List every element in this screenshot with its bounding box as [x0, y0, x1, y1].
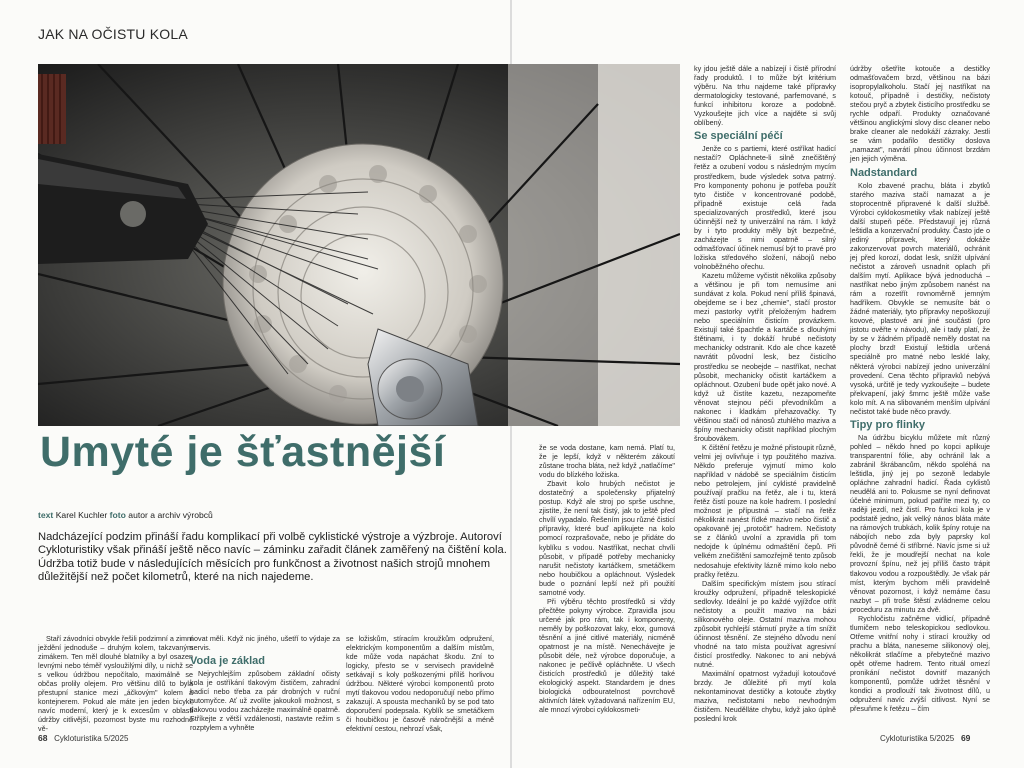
column-2: [190, 634, 340, 732]
paragraph: K čištění řetězu je možné přistoupit různě, velmi jej ovlivňuje i typ použitého maziva. Někdo preferuje vyjmutí mimo kolo například v nádobě se speciálním čisticím nebo petrolejem, jiní cyklisté pravidelně používají pračku na řetěz, ale i tu, která řetěz čistí pouze na kole hadrem. I poslední možnost je přípustná – stačí na řetěz několikrát nanést řídké mazivo nebo čistič a opakovaně jej „protočit" hadrem. Nečistoty se z článků uvolní a zpravidla při tom nedojde k úplnému odmaštění čepů. Při velkém znečištění samozřejmě tento způsob nedosahuje efektivity lázně mimo kolo nebo pračky řetězu.: [694, 442, 836, 579]
paragraph: novat měli. Když nic jiného, ušetří to výdaje za servis.: [190, 634, 340, 653]
paragraph: Dalším specifickým místem jsou stírací kroužky odpružení, případně teleskopické sedlovky. Ideální je po každé vyjížďce otřít nečistoty a použít mazivo na bázi silikonového oleje. Ostatní maziva mohou způsobit rychlejší stárnutí pryže a tím snížit účinnost těsnění. Ze stejného důvodu není vhodné na tato místa používat agresivní čisticí prostředky. Nakonec to ani nebývá nutné.: [694, 578, 836, 670]
folio-left: [38, 733, 128, 743]
paragraph: ky jdou ještě dále a nabízejí i čistě přírodní řady produktů. I to může být kritérium výběru. Na trhu najdeme také přípravky dermatologicky testované, parfemované, s funkcí inhibitoru koroze a podobně. Vyzkoušejte jich více a najděte si svůj oblíbený.: [694, 64, 836, 128]
credit-author: Karel Kuchler: [55, 510, 108, 520]
paragraph: se ložiskům, stíracím kroužkům odpružení, elektrickým komponentům a dalším místům, kde může voda napáchat škodu. Zní to logicky, přesto se v servisech pravidelně setkávají s koly poškozenými příliš horlivou údržbou. Některé výrobci komponentů proto mytí tlakovou vodou nedoporučují nebo přímo zakazují. A spousta mechaniků by se pod tato doporučení podepsala. Kyblík se smetáčkem či houbičkou je časově náročnější a méně efektivní cestou, nehrozí však,: [346, 634, 494, 734]
subheading-specialni-pece: Se speciální péčí: [694, 130, 783, 143]
paragraph: údržby ošetříte kotouče a destičky odmašťovačem brzd, většinou na bázi isopropylalkoholu. Stačí jej nastříkat na kotouč, případně i destičky, nečistoty stečou pryč a zbytek čisticího prostředku se rychle odpaří. Produkty označované většinou anglickými slovy disc cleaner nebo brake cleaner ale nedokáží zázraky. Jestli se vám podařilo destičky doslova „namazat", navrátí plnou účinnost brzdám jen jejich výměna.: [850, 64, 990, 164]
column-1: [38, 634, 193, 734]
bike-cassette-photo: [38, 64, 680, 426]
paragraph: Zbavit kolo hrubých nečistot je dostatečný a společensky přijatelný postup. Když ale stroj po sprše uschne, zjistíte, že není tak čistý, jak to ještě před chvílí vypadalo. Řešením jsou různé čisticí přípravky, které buď aplikujete na kolo pomocí rozprašovače, nebo je přidáte do kyblíku s vodou. Nastříkat, nechat chvíli působit, v případě potřeby mechanicky narušit nečistoty kartáčkem, smetáčkem nebo houbičkou a opláchnout. Výsledek bude o poznání lepší než při použití samotné vody.: [539, 479, 675, 597]
paragraph: Jenže co s partiemi, které ostříkat hadicí nestačí? Opláchnete-li silně znečištěný řetěz a ozubení vodou s následným mycím prostředkem, bude výsledek sotva patrný. Pro komponenty pohonu je potřeba použít tyto čističe v koncentrované podobě, případně existuje celá řada specializovaných prostředků, které jsou účinnější než ty univerzální na rám. I když by i tyto produkty měly být bezpečné, zacházejte s nimi opatrně – silný odmašťovací účinek nemusí být to pravé pro ložiska středového složení, nábojů nebo volnoběžného ořechu.: [694, 144, 836, 271]
folio-right: [880, 733, 970, 743]
page-number-left: 68: [38, 733, 48, 743]
paragraph: Staří závodníci obvykle řešili podzimní a zimní ježdění jednoduše – druhým kolem, takzvaným zimákem. Ten měl dlouhé blatníky a byl osazen levnými nebo téměř vysloužilými díly, u nichž se s velkou údržbou nepočítalo, maximálně se občas prolily olejem. Pro většinu dílů to byla přestupní stanice mezi „áčkovým" kolem a kontejnerem. Pokud ale máte jen jeden bicykl, navíc moderní, který je k excesům v oblasti údržby citlivější, pozornost byste mu rozhodně vě-: [38, 634, 194, 734]
paragraph: že se voda dostane, kam nemá. Platí tu, že je lepší, když v některém zákoutí zůstane trocha bláta, než když „natlačíme" vodu do blízkého ložiska.: [539, 443, 675, 480]
column-3: [539, 443, 675, 714]
byline: [38, 510, 213, 520]
paragraph: Nejrychlejším způsobem základní očisty kola je ostříkání tlakovým čističem, zahradní hadicí nebo třeba za pár drobných v ruční automyčce. Ať už zvolíte jakoukoli možnost, s tlakovou vodou zacházejte maximálně opatrně. Stříkejte z větší vzdálenosti, nastavte režim s rozptylem a vyhněte: [190, 669, 340, 733]
paragraph: Rychločistu začněme vidlicí, případně tlumičem nebo teleskopickou sedlovkou. Otřeme vnitřní nohy i stírací kroužky od prachu a bláta, naneseme silikonový olej, několikrát stlačíme a přebytečné mazivo opět otřeme hadrem. Tento rituál omezí pronikání nečistot dovnitř mazaných komponentů, pomůže udržet těsnění v kondici a prodlouží tak životnost dílů, u odpružení navíc zvýší citlivost. Nyní se přesuňme k řetězu – čím: [850, 613, 990, 714]
lead-paragraph: Nadcházející podzim přináší řadu komplikací při volbě cyklistické výstroje a výzbroje. Autoroví Cykloturistiky však přináší ještě něco navíc – záminku zařadit článek zaměřený na čištění kola. Údržba totiž bude v následujících měsících pro funkčnost a životnost našich strojů mnohem důležitější než počet kilometrů, které na nich najedeme.: [38, 531, 507, 584]
subheading-voda: Voda je základ: [190, 655, 265, 668]
hero-photo: [38, 64, 680, 426]
magazine-name-right: Cykloturistika 5/2025: [880, 734, 955, 743]
subheading-nadstandard: Nadstandard: [850, 166, 918, 179]
credit-text-label: text: [38, 510, 54, 520]
column-4: [694, 64, 836, 723]
page-number-right: 69: [960, 733, 971, 743]
paragraph: Při výběru těchto prostředků si vždy přečtěte pokyny výrobce. Zpravidla jsou určené jak pro rám, tak i komponenty, neměly by poškozovat laky, elox, gumová těsnění a jiné citlivé materiály, nicméně opatrnost je na místě. Nenechávejte je působit déle, než výrobce doporučuje, a nakonec je pečlivě opláchněte. U všech čisticích prostředků je důležitý také ekologický aspekt. Standardem je dnes biologická odbouratelnost povrchově aktivních látek vyžadovaná nařízením EU, ale mnozí výrobci cyklokosmeti-: [539, 596, 675, 715]
paragraph: Maximální opatrnost vyžadují kotoučové brzdy. Je důležité při mytí kola nekontaminovat destičky a kotouče zbytky maziva, nečistotami nebo nevhodným čističem. Neudělláte chybu, když jako úplně poslední krok: [694, 669, 836, 724]
magazine-name-left: Cykloturistika 5/2025: [54, 734, 129, 743]
credit-photo-source: autor a archiv výrobců: [128, 510, 213, 520]
paragraph: Kolo zbavené prachu, bláta i zbytků starého maziva stačí namazat a je stoprocentně připravené k další službě. Výrobci cyklokosmetiky však nabízejí ještě další stupeň péče. Představují jej různá leštidla a konzervační produkty. Často jde o jediný přípravek, který dokáže zakonzervovat povrch materiálů, ochránit jej před korozí, dodat lesk, snížit ulpívání nečistot a zároveň usnadnit oplach při dalším mytí. Aplikace bývá jednoduchá – nastříkat nebo jiným způsobem nanést na rám a rozetřít rovnoměrně jemným hadříkem. Obvykle se nemusíte bát o žádné materiály, tyto přípravky nepoškozují kovové, plastové ani jiné součásti (pro jistotu ověřte v návodu), ale i tady platí, že by se v žádném případě neměly dostat na plochy brzd! Existují leštidla určená speciálně pro matné nebo lesklé laky, některá výrobci nabízejí jedno univerzální provedení. Cena těchto přípravků nebývá vysoká, určitě je tedy vyzkoušejte – budete překvapení, jaký šmrnc ještě může vaše kolo mít. A na slibovaném menším ulpívání nečistot také bude něco pravdy.: [850, 180, 990, 416]
column-3-upper: [346, 634, 494, 734]
paragraph: Na údržbu bicyklu můžete mít různý pohled – někdo hned po kopci aplikuje transparentní fólie, aby ochránil lak a zabránil škrábancům, někdo spoléhá na leštidla, jiný jej po sezoně ledabyle opláchne zahradní hadicí. Řada cyklistů neudělá ani to. Pokusme se nyní definovat účelné minimum, pokud patříte mezi ty, co raději jezdí, než čistí. Pro funkci kola je v podstatě jedno, jak velký nános bláta máte na rámových trubkách, kolik špíny rotuje na nábojích nebo zda byly paprsky kol původně černé či stříbrné. Navíc jsme si už řekli, že je moudřejší nechat na kole provozní špínu, než jej příliš často trápit tlakovou vodou a rozpouštědly. Je však pár míst, kterým bychom měli pravidelně věnovat pozornost, i když nemáme času nazbyt – při troše štěstí zvládneme celou proceduru za minutu za dvě.: [850, 432, 990, 614]
subheading-tipy-pro-flinky: Tipy pro flinky: [850, 418, 925, 431]
credit-photo-label: foto: [109, 510, 126, 520]
article-headline: Umyté je šťastnější: [40, 428, 446, 476]
paragraph: Kazetu můžeme vyčistit několika způsoby a většinou je při tom nemusíme ani sundávat z kola. Pokud není příliš špinavá, obejdeme se i bez „chemie", stačí prostor mezi pastorky vytřít přeloženým hadrem nebo speciálním čisticím provázkem. Existují také špachtle a kartáče s dlouhými štětinami, i ty dokáží hrubé nečistoty mechanicky odstranit. Kdo ale chce kazetě navrátit původní lesk, bez čisticího prostředku se neobejde – nastříkat, nechat působit, mechanicky očistit kartáčkem a opláchnout. Ozubení bude opět jako nové. A když už čistíte kazetu, nezapomeňte věnovat stejnou péči převodníkům a nakonec i kladkám přehazovačky. Ty většinou stačí od nánosů ztuhlého maziva a špíny mechanicky očistit například plochým šroubovákem.: [694, 271, 836, 443]
column-5: [850, 64, 990, 713]
section-title: JAK NA OČISTU KOLA: [38, 26, 188, 42]
